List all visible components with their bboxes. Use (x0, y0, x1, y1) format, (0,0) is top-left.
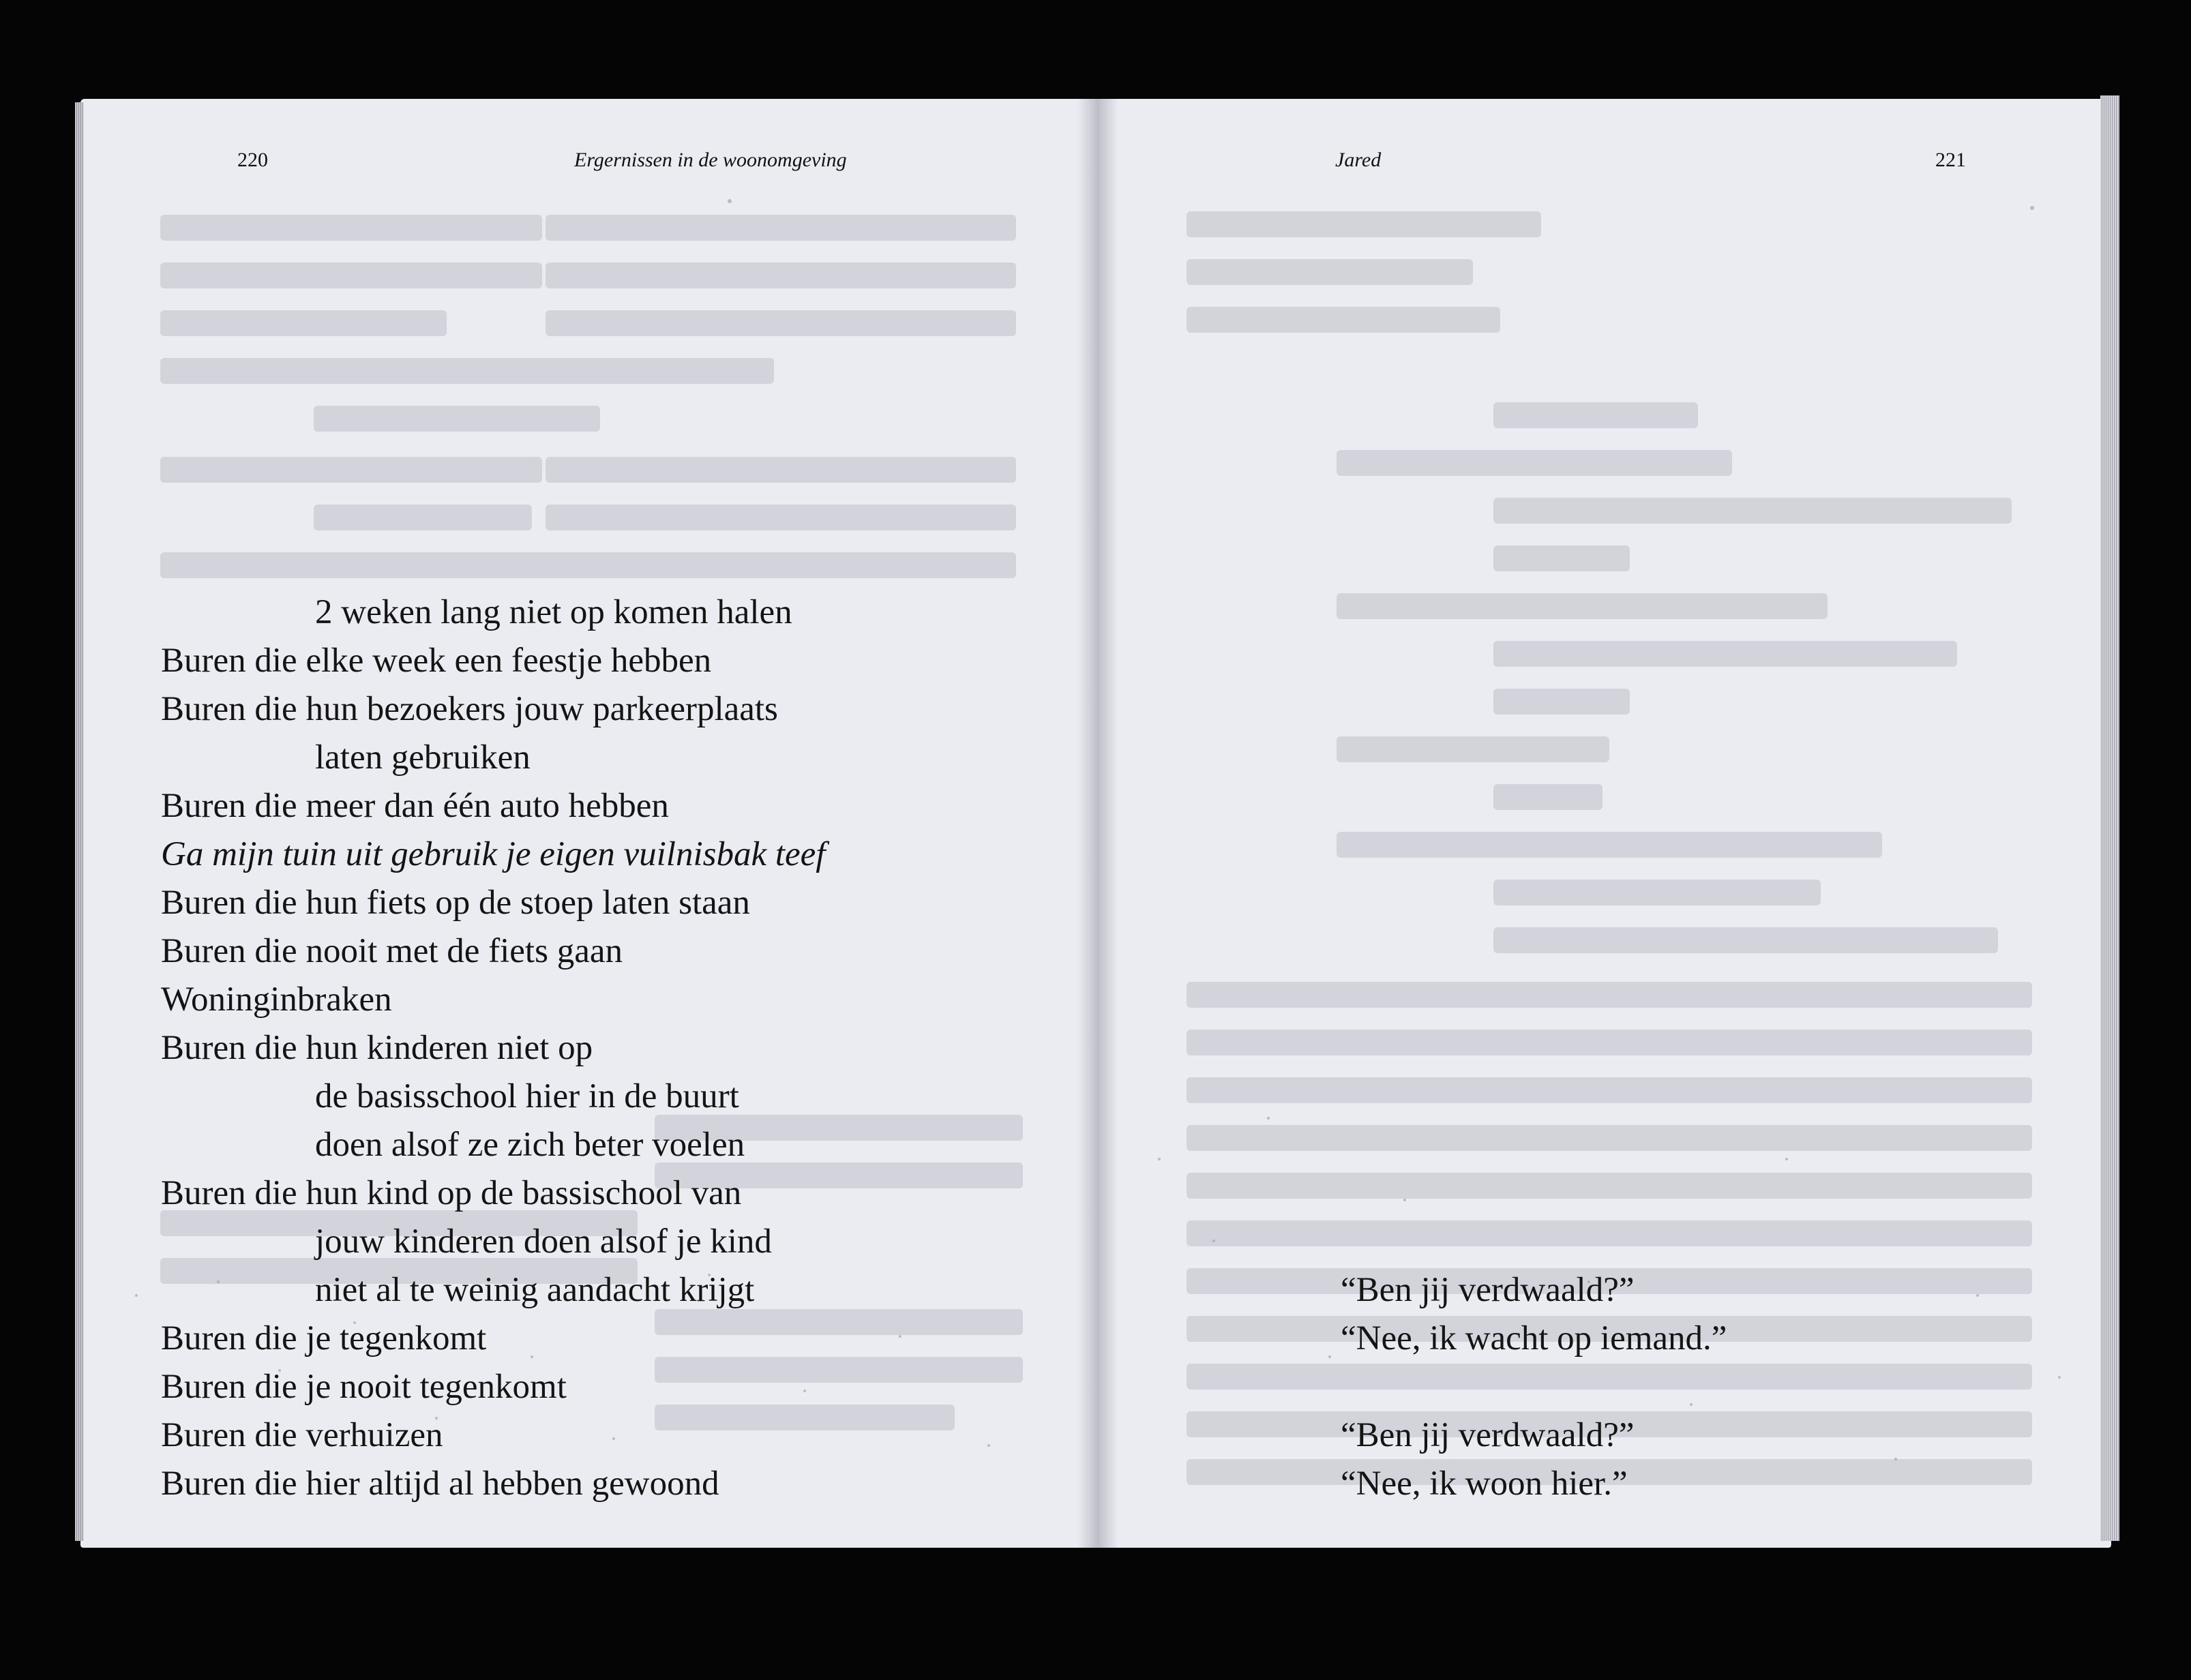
poem-line: de basisschool hier in de buurt (315, 1077, 739, 1115)
poem-line: Buren die hun fiets op de stoep laten staan (161, 884, 750, 922)
poem-line: jouw kinderen doen alsof je kind (315, 1222, 772, 1261)
poem-line: Buren die je nooit tegenkomt (161, 1368, 567, 1406)
poem-line: Buren die hun kind op de bassischool van (161, 1174, 742, 1212)
poem-line: Buren die elke week een feestje hebben (161, 642, 712, 680)
page-number-right: 221 (1935, 149, 1966, 171)
poem-line: 2 weken lang niet op komen halen (315, 593, 792, 631)
poem-line: Buren die hier altijd al hebben gewoond (161, 1465, 719, 1503)
dialogue-line: “Nee, ik woon hier.” (1341, 1465, 1628, 1503)
poem-line: Woninginbraken (161, 980, 392, 1019)
poem-line: Buren die verhuizen (161, 1416, 443, 1454)
running-head-left: Ergernissen in de woonomgeving (574, 149, 847, 171)
poem-line: niet al te weinig aandacht krijgt (315, 1271, 755, 1309)
running-head-right: Jared (1335, 149, 1382, 171)
poem-line-italic: Ga mijn tuin uit gebruik je eigen vuilnisbak teef (161, 835, 826, 873)
dialogue-line: “Nee, ik wacht op iemand.” (1341, 1319, 1727, 1358)
poem-line: Buren die je tegenkomt (161, 1319, 487, 1358)
dialogue-line: “Ben jij verdwaald?” (1341, 1271, 1635, 1309)
dialogue-line: “Ben jij verdwaald?” (1341, 1416, 1635, 1454)
poem-line: Buren die hun kinderen niet op (161, 1029, 593, 1067)
poem-line: Buren die nooit met de fiets gaan (161, 932, 623, 970)
poem-line: doen alsof ze zich beter voelen (315, 1126, 745, 1164)
poem-line: laten gebruiken (315, 738, 531, 777)
poem-line: Buren die hun bezoekers jouw parkeerplaats (161, 690, 778, 728)
poem-line: Buren die meer dan één auto hebben (161, 787, 669, 825)
page-number-left: 220 (237, 149, 268, 171)
